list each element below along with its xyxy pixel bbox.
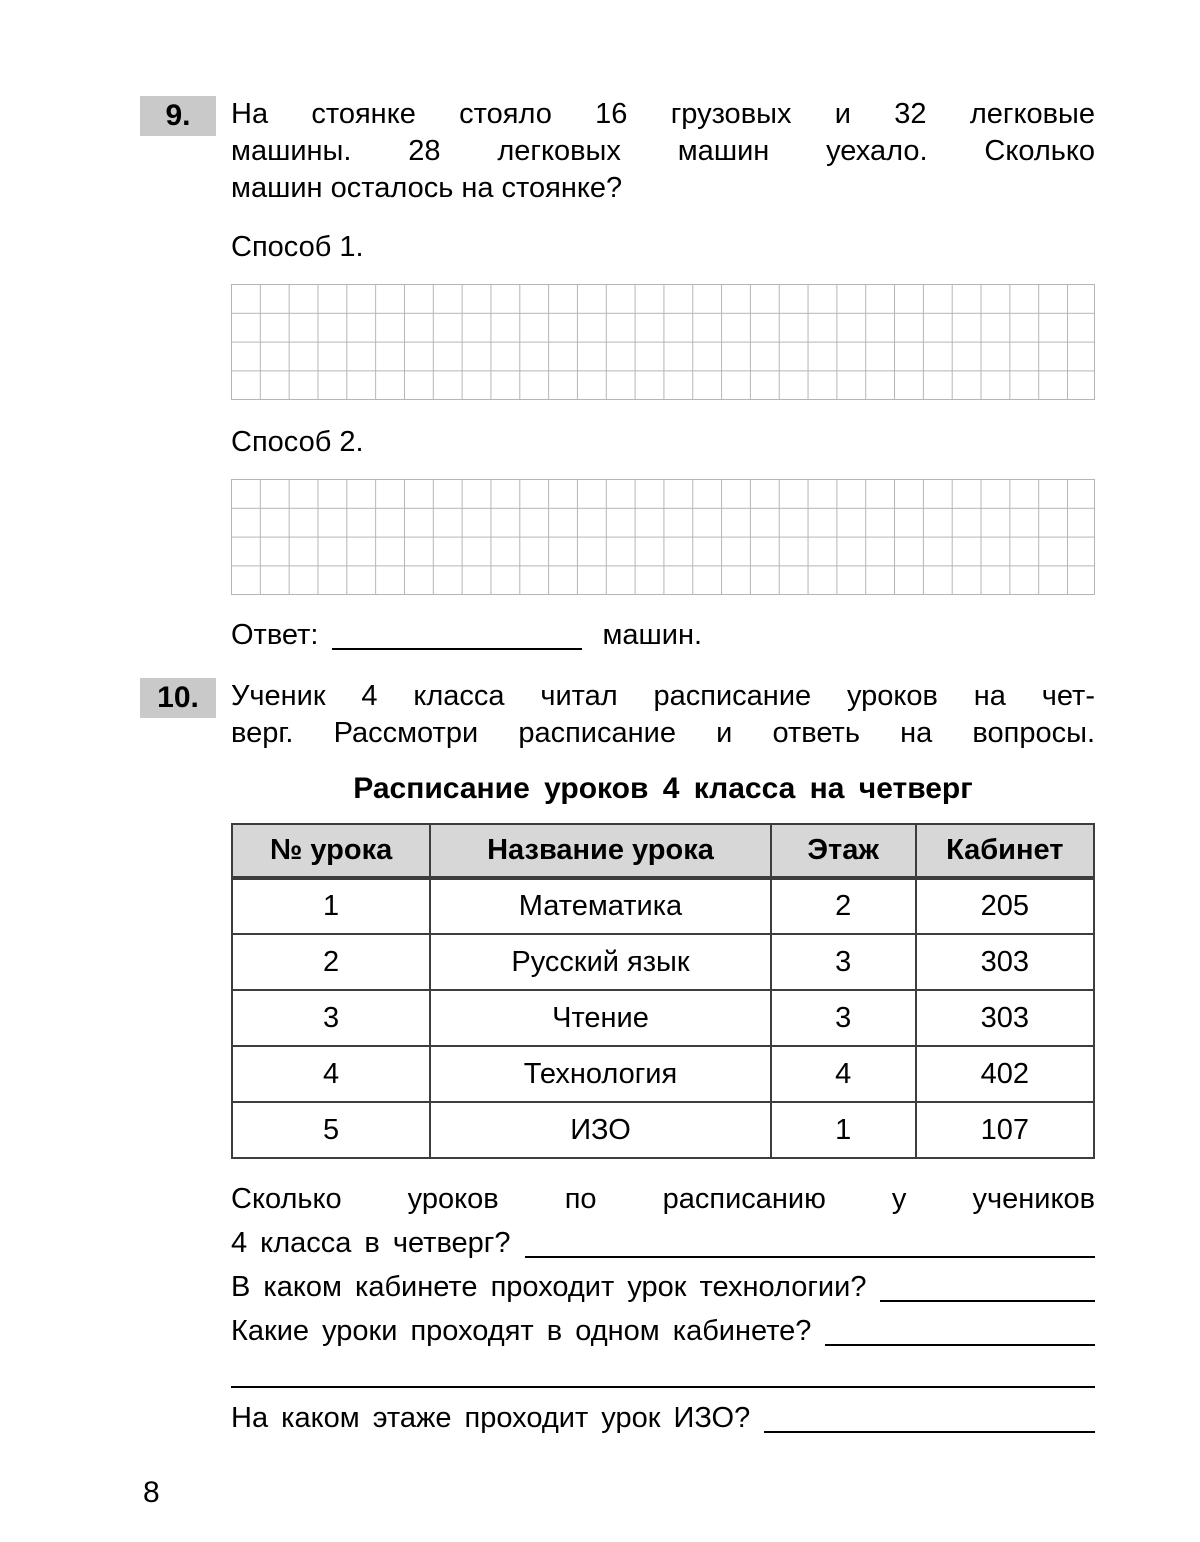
question-3-continuation-line [231, 1362, 1095, 1388]
question-3-row [231, 1313, 1095, 1350]
table-cell: 4 [771, 1046, 916, 1102]
answer-label: Ответ: [231, 619, 319, 651]
question-2-blank [880, 1300, 1095, 1302]
table-row [232, 1046, 1094, 1102]
problem-10-number-badge: 10. [140, 678, 216, 718]
table-cell: 4 [232, 1046, 430, 1102]
question-4-row [231, 1400, 1095, 1437]
question-1-blank [525, 1256, 1096, 1258]
table-cell: 205 [916, 878, 1094, 934]
problem-9 [140, 96, 1095, 654]
problem-10-body [231, 678, 1095, 1437]
table-cell: 1 [232, 878, 430, 934]
question-1-line-1: Сколько уроков по расписанию у учеников [231, 1183, 1095, 1215]
column-header: № урока [232, 824, 430, 878]
answer-blank [332, 648, 582, 650]
problem-9-number-badge: 9. [140, 96, 216, 136]
question-1-row [231, 1225, 1095, 1262]
table-cell: Русский язык [430, 934, 770, 990]
schedule-title: Расписание уроков 4 класса на четверг [353, 772, 973, 805]
problem-9-body [231, 96, 1095, 654]
method-2-label: Способ 2. [231, 426, 364, 458]
column-header: Этаж [771, 824, 916, 878]
text-line: верг. Рассмотри расписание и ответь на вопросы. [231, 717, 1095, 749]
page-number: 8 [143, 1476, 160, 1509]
method-1-label: Способ 1. [231, 231, 364, 263]
problem-10 [140, 678, 1095, 1437]
table-cell: 5 [232, 1102, 430, 1158]
table-header-row [232, 824, 1094, 878]
table-cell: 1 [771, 1102, 916, 1158]
table-row [232, 878, 1094, 934]
question-2-text: В каком кабинете проходит урок технологии? [231, 1271, 867, 1303]
question-1-line-2: 4 класса в четверг? [231, 1227, 511, 1259]
questions-block [231, 1181, 1095, 1437]
table-cell: Математика [430, 878, 770, 934]
answer-row [231, 617, 1095, 654]
table-cell: 2 [771, 878, 916, 934]
question-3-blank [825, 1344, 1095, 1346]
table-cell: 107 [916, 1102, 1094, 1158]
table-row [232, 990, 1094, 1046]
problem-9-text [231, 96, 1095, 207]
question-4-blank [764, 1431, 1095, 1433]
question-3-text: Какие уроки проходят в одном кабинете? [231, 1315, 812, 1347]
problem-10-badge-column [140, 678, 231, 718]
text-line: На стоянке стояло 16 грузовых и 32 легковые [231, 98, 1095, 130]
answer-unit: машин. [602, 619, 703, 651]
problem-10-text [231, 678, 1095, 752]
column-header: Название урока [430, 824, 770, 878]
column-header: Кабинет [916, 824, 1094, 878]
text-line: машины. 28 легковых машин уехало. Сколько [231, 135, 1095, 167]
table-cell: 402 [916, 1046, 1094, 1102]
question-2-row [231, 1269, 1095, 1306]
table-row [232, 934, 1094, 990]
table-cell: Чтение [430, 990, 770, 1046]
table-cell: 2 [232, 934, 430, 990]
table-cell: 3 [232, 990, 430, 1046]
writing-grid-method-1 [231, 284, 1095, 400]
text-line: Ученик 4 класса читал расписание уроков на чет- [231, 680, 1095, 712]
table-row [232, 1102, 1094, 1158]
table-cell: 3 [771, 990, 916, 1046]
table-body [232, 878, 1094, 1158]
writing-grid-method-2 [231, 479, 1095, 595]
table-cell: 3 [771, 934, 916, 990]
table-cell: Технология [430, 1046, 770, 1102]
schedule-table [231, 823, 1095, 1159]
text-line: машин осталось на стоянке? [231, 172, 623, 204]
problem-9-badge-column [140, 96, 231, 136]
question-4-text: На каком этаже проходит урок ИЗО? [231, 1402, 751, 1434]
table-head [232, 824, 1094, 878]
table-cell: ИЗО [430, 1102, 770, 1158]
table-cell: 303 [916, 990, 1094, 1046]
table-cell: 303 [916, 934, 1094, 990]
